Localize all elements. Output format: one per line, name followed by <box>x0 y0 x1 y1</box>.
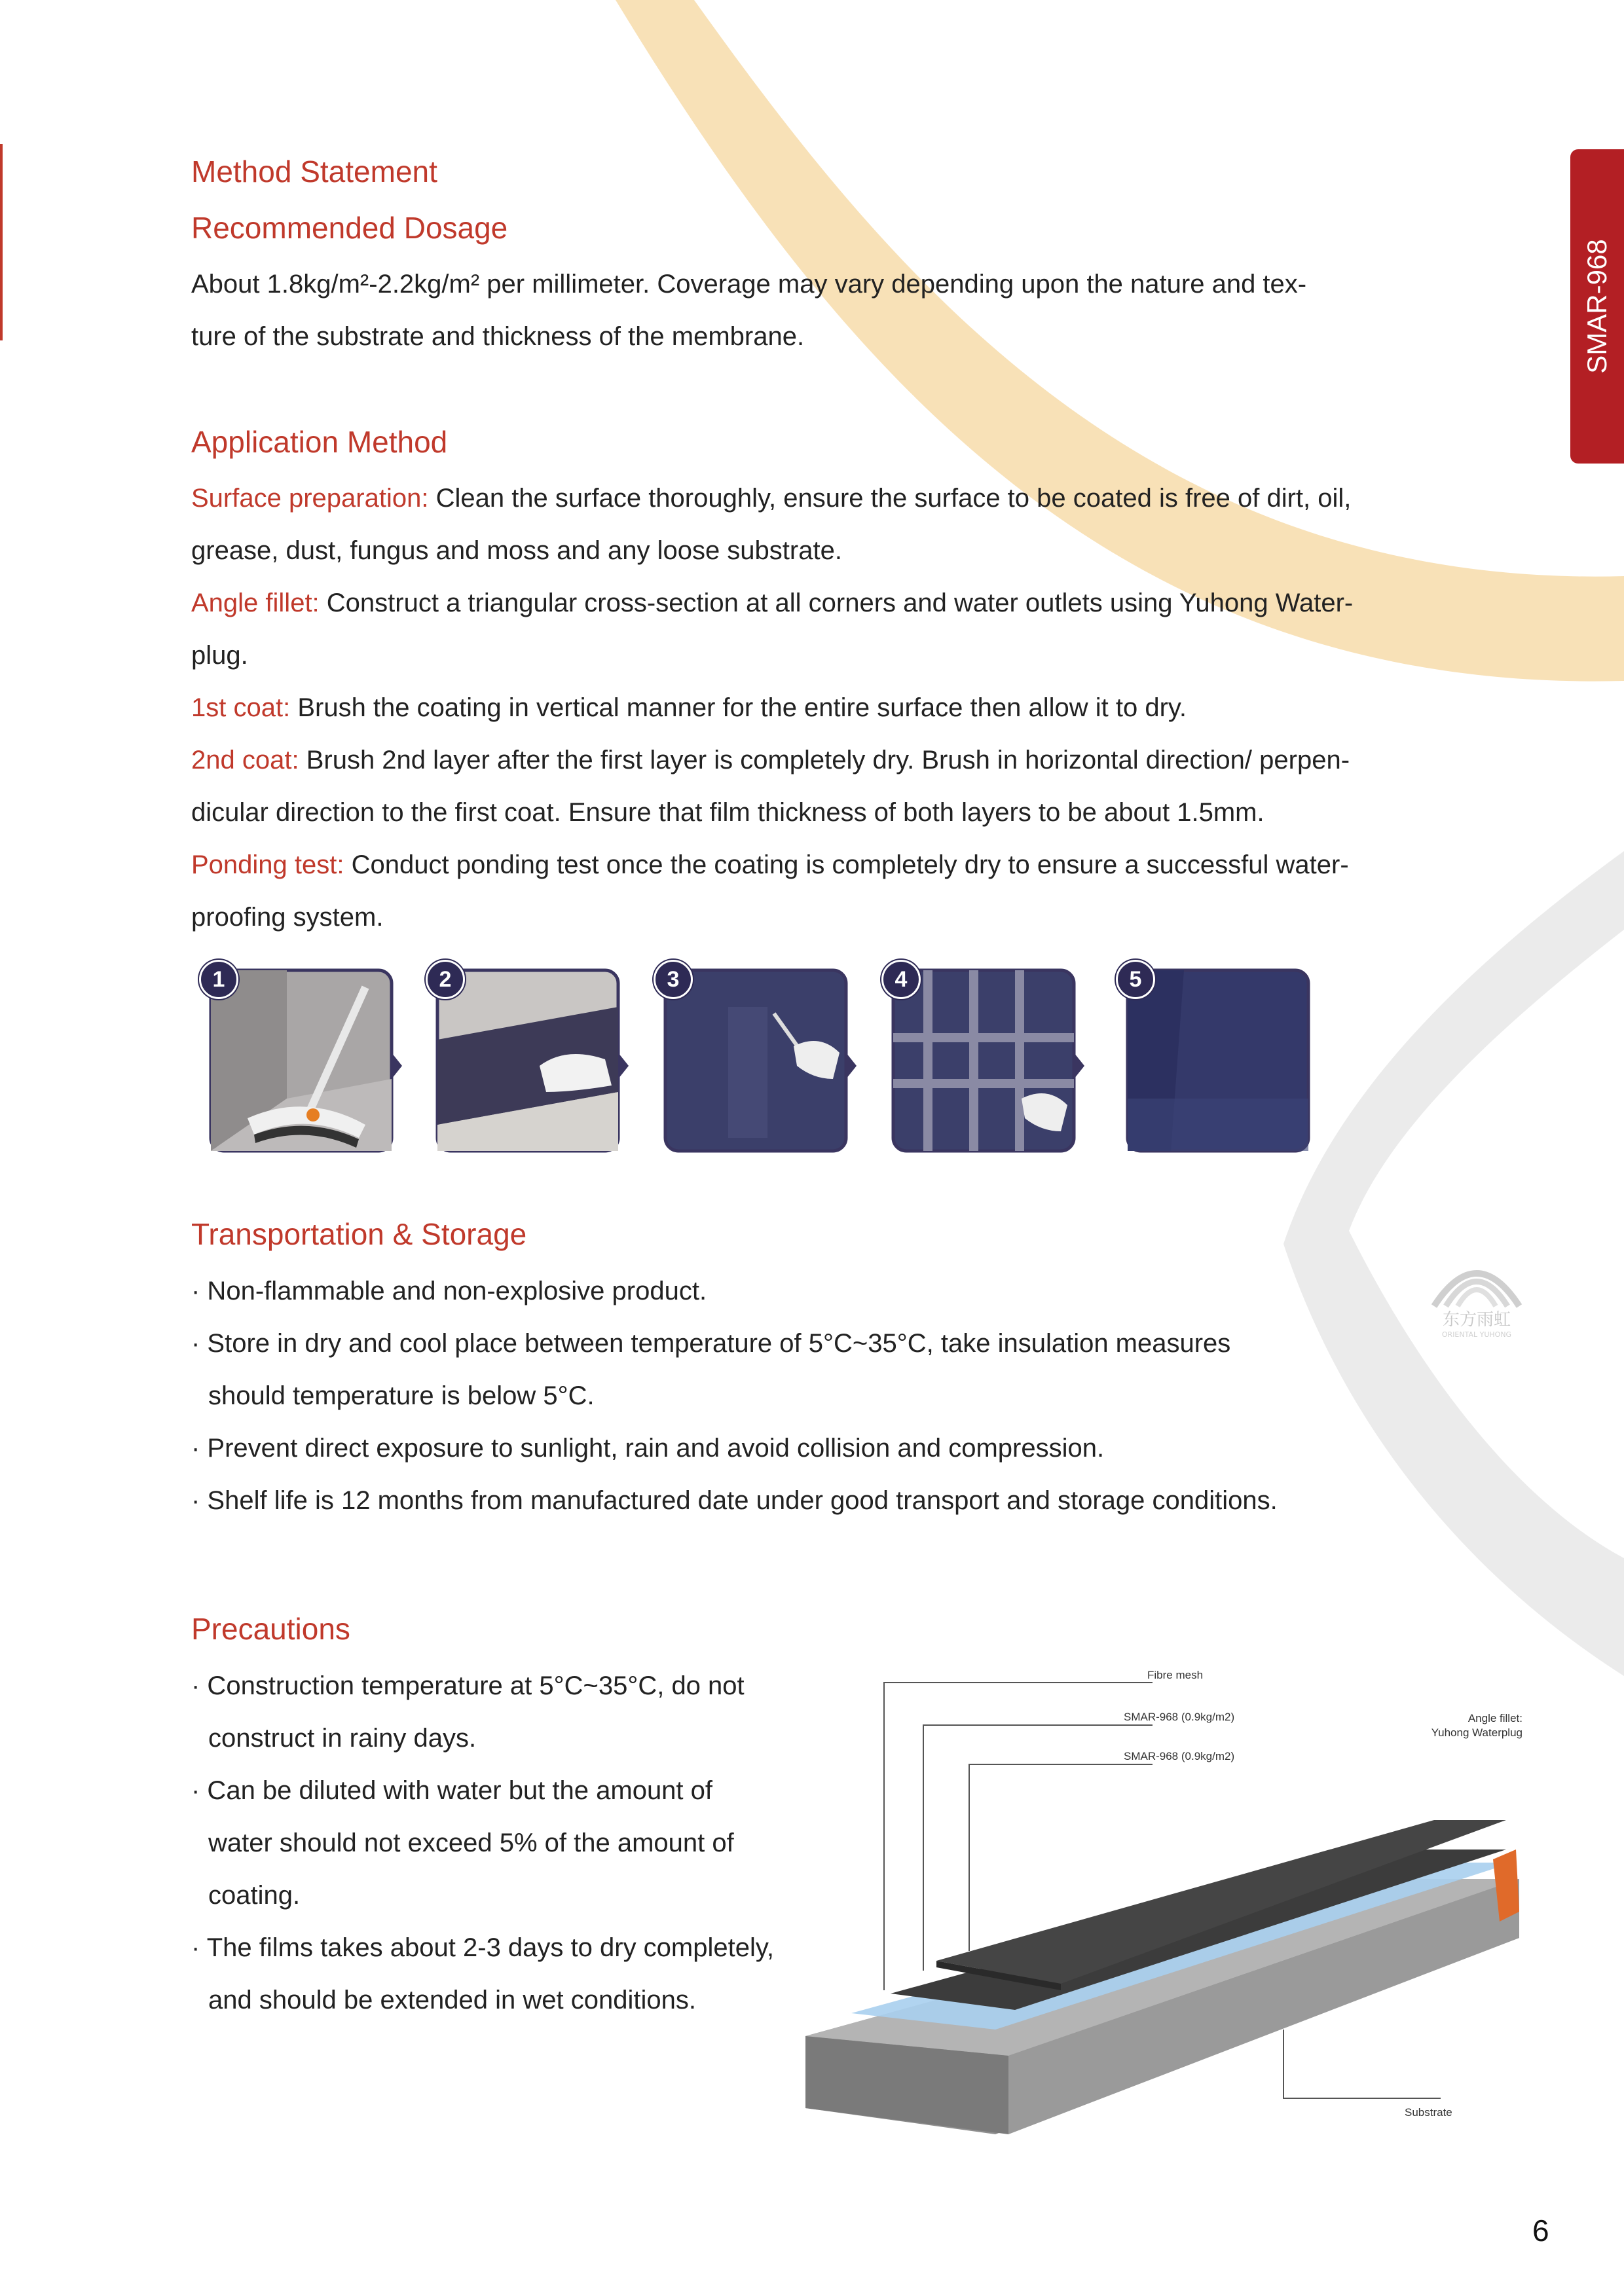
logo-text-cn: 东方雨虹 <box>1442 1310 1511 1330</box>
step-text: Construct a triangular cross-section at all corners and water outlets using Yuhong Water- <box>319 589 1354 617</box>
application-steps <box>191 472 1501 943</box>
transport-list <box>191 1265 1278 1527</box>
step-number-badge: 3 <box>654 960 693 999</box>
side-tab-label: SMAR-968 <box>1581 239 1612 374</box>
step-number-badge: 5 <box>1116 960 1155 999</box>
step-label: 1st coat: <box>191 693 291 722</box>
step-text-cont: grease, dust, fungus and moss and any loose substrate. <box>191 536 842 565</box>
fibre-mesh-label: Fibre mesh <box>1147 1669 1204 1681</box>
list-item-cont: water should not exceed 5% of the amount of <box>208 1829 734 1857</box>
precautions-list <box>191 1660 774 2026</box>
step-label: Surface preparation: <box>191 484 429 513</box>
precautions-title: Precautions <box>191 1612 350 1646</box>
step-text: Conduct ponding test once the coating is completely dry to ensure a successful water- <box>344 850 1349 879</box>
step-ponding-test <box>191 839 1501 891</box>
recommended-dosage-title: Recommended Dosage <box>191 211 508 245</box>
list-item-cont: construct in rainy days. <box>208 1724 477 1753</box>
step-text: Brush 2nd layer after the first layer is completely dry. Brush in horizontal direction/ perpen- <box>299 746 1350 774</box>
application-method-title: Application Method <box>191 425 448 459</box>
step-angle-fillet <box>191 577 1501 629</box>
page-number: 6 <box>1532 2214 1549 2248</box>
step-label: 2nd coat: <box>191 746 299 774</box>
second-coat-grid-image <box>891 968 1087 1164</box>
list-item: · Prevent direct exposure to sunlight, rain and avoid collision and compression. <box>191 1434 1105 1463</box>
angle-fillet-image <box>435 968 631 1164</box>
step-photo-5 <box>1125 968 1321 1164</box>
product-side-tab <box>1570 149 1624 464</box>
left-edge-mark <box>0 144 3 340</box>
layer-2-label: SMAR-968 (0.9kg/m2) <box>1124 1750 1235 1762</box>
step-photo-4 <box>891 968 1087 1164</box>
step-text: Clean the surface thoroughly, ensure the surface to be coated is free of dirt, oil, <box>428 484 1352 513</box>
list-item: · Non-flammable and non-explosive product. <box>191 1277 707 1305</box>
list-item: · Store in dry and cool place between temperature of 5°C~35°C, take insulation measures <box>191 1329 1231 1358</box>
step-label: Angle fillet: <box>191 589 320 617</box>
step-photo-1 <box>208 968 405 1164</box>
list-item-cont: should temperature is below 5°C. <box>208 1381 595 1410</box>
dosage-text <box>191 258 1501 363</box>
step-1st-coat <box>191 682 1501 734</box>
list-item: · Construction temperature at 5°C~35°C, do not <box>191 1671 745 1700</box>
rainbow-logo-icon <box>1421 1244 1532 1342</box>
step-text-cont: proofing system. <box>191 903 384 932</box>
substrate-label: Substrate <box>1405 2106 1452 2119</box>
angle-fillet-label <box>1375 1711 1522 1740</box>
step-number-badge: 4 <box>881 960 921 999</box>
first-coat-image <box>663 968 859 1164</box>
dosage-line: ture of the substrate and thickness of the membrane. <box>191 322 805 351</box>
logo-text-en: ORIENTAL YUHONG <box>1441 1330 1512 1339</box>
step-photo-3 <box>663 968 859 1164</box>
angle-fillet-label-line: Angle fillet: <box>1467 1712 1522 1724</box>
waterproofing-layer-diagram <box>786 1663 1559 2134</box>
step-number-badge: 1 <box>199 960 238 999</box>
dosage-line: About 1.8kg/m²-2.2kg/m² per millimeter. Coverage may vary depending upon the nature and tex- <box>191 270 1307 299</box>
list-item: · Shelf life is 12 months from manufactured date under good transport and storage conditions. <box>191 1486 1278 1515</box>
step-text-cont: plug. <box>191 641 248 670</box>
step-label: Ponding test: <box>191 850 344 879</box>
step-text: Brush the coating in vertical manner for the entire surface then allow it to dry. <box>290 693 1187 722</box>
method-statement-title: Method Statement <box>191 155 437 189</box>
wall-corner-broom-image <box>208 968 405 1164</box>
angle-fillet-label-line: Yuhong Waterplug <box>1431 1726 1522 1739</box>
step-number-badge: 2 <box>426 960 465 999</box>
list-item: · Can be diluted with water but the amount of <box>191 1776 713 1805</box>
step-2nd-coat <box>191 734 1501 786</box>
list-item-cont: and should be extended in wet conditions. <box>208 1986 696 2014</box>
step-surface-preparation <box>191 472 1501 524</box>
step-photo-2 <box>435 968 631 1164</box>
brand-logo <box>1421 1244 1532 1342</box>
step-text-cont: dicular direction to the first coat. Ensure that film thickness of both layers to be about 1.5mm. <box>191 798 1264 827</box>
list-item-cont: coating. <box>208 1881 301 1910</box>
list-item: · The films takes about 2-3 days to dry completely, <box>191 1933 775 1962</box>
transport-storage-title: Transportation & Storage <box>191 1217 527 1251</box>
layer-1-label: SMAR-968 (0.9kg/m2) <box>1124 1711 1235 1723</box>
ponding-test-image <box>1125 968 1321 1164</box>
